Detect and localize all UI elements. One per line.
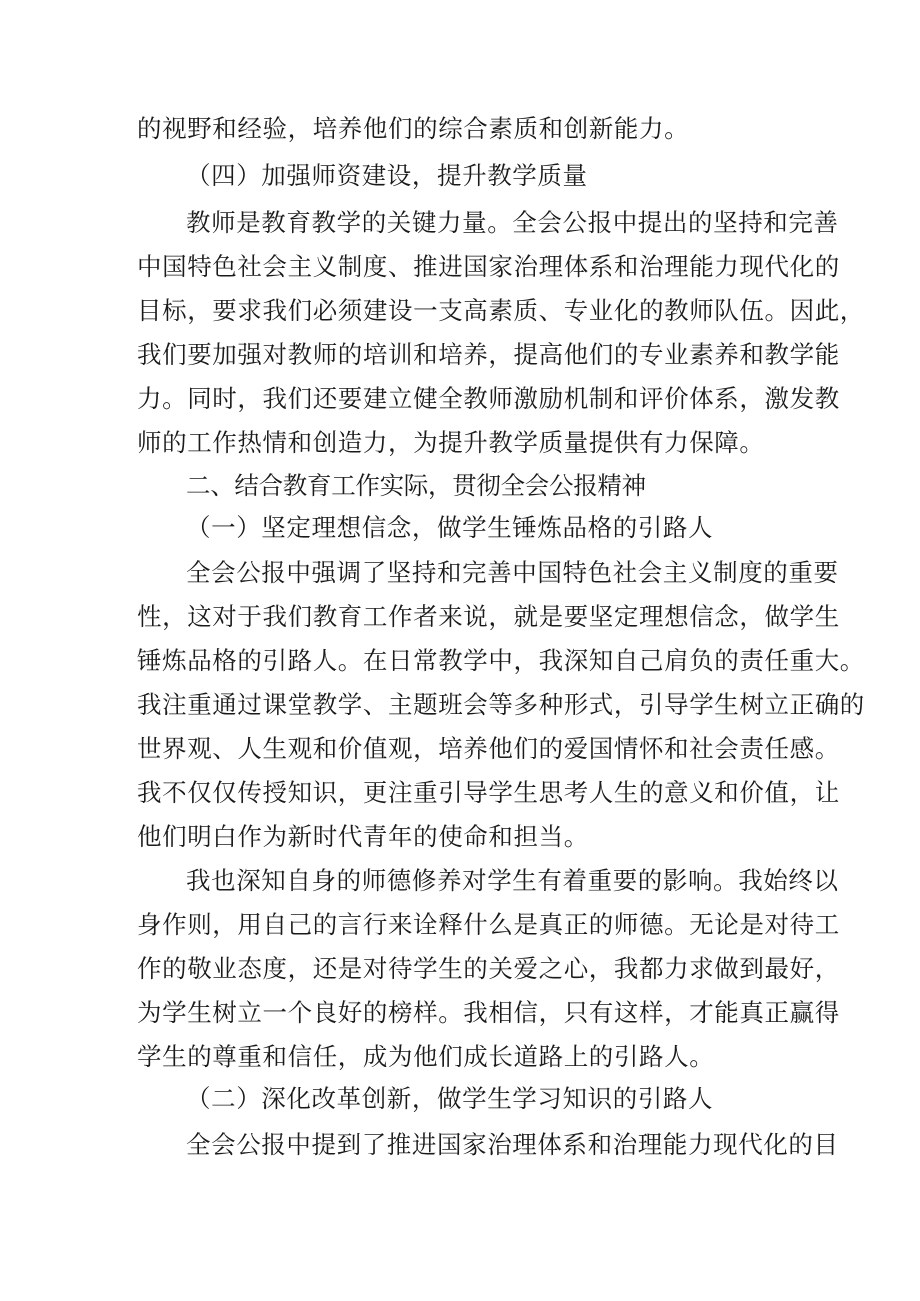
paragraph-line: 我也深知自身的师德修养对学生有着重要的影响。我始终以: [186, 866, 839, 895]
paragraph-line: 学生的尊重和信任，成为他们成长道路上的引路人。: [137, 1042, 715, 1071]
paragraph-line: 的视野和经验，培养他们的综合素质和创新能力。: [137, 114, 690, 143]
paragraph-line: 全会公报中提到了推进国家治理体系和治理能力现代化的目: [186, 1130, 839, 1159]
paragraph-line: 我不仅仅传授知识，更注重引导学生思考人生的意义和价值，让: [137, 778, 840, 807]
paragraph-line: 我们要加强对教师的培训和培养，提高他们的专业素养和教学能: [137, 340, 840, 369]
section-subheading: （四）加强师资建设，提升教学质量: [186, 161, 588, 190]
section-subheading: （一）坚定理想信念，做学生锤炼品格的引路人: [186, 513, 714, 542]
paragraph-line: 中国特色社会主义制度、推进国家治理体系和治理能力现代化的: [137, 252, 840, 281]
section-subheading: （二）深化改革创新，做学生学习知识的引路人: [186, 1084, 714, 1113]
paragraph-line: 力。同时，我们还要建立健全教师激励机制和评价体系，激发教: [137, 384, 840, 413]
paragraph-line: 我注重通过课堂教学、主题班会等多种形式，引导学生树立正确的: [137, 690, 865, 719]
paragraph-line: 他们明白作为新时代青年的使命和担当。: [137, 822, 589, 851]
paragraph-line: 锤炼品格的引路人。在日常教学中，我深知自己肩负的责任重大。: [137, 646, 865, 675]
paragraph-line: 全会公报中强调了坚持和完善中国特色社会主义制度的重要: [186, 558, 839, 587]
paragraph-line: 目标，要求我们必须建设一支高素质、专业化的教师队伍。因此，: [137, 296, 865, 325]
paragraph-line: 作的敬业态度，还是对待学生的关爱之心，我都力求做到最好，: [137, 954, 840, 983]
paragraph-line: 身作则，用自己的言行来诠释什么是真正的师德。无论是对待工: [137, 910, 840, 939]
paragraph-line: 世界观、人生观和价值观，培养他们的爱国情怀和社会责任感。: [137, 734, 840, 763]
paragraph-line: 性，这对于我们教育工作者来说，就是要坚定理想信念，做学生: [137, 602, 840, 631]
section-heading: 二、结合教育工作实际，贯彻全会公报精神: [186, 471, 646, 500]
paragraph-line: 教师是教育教学的关键力量。全会公报中提出的坚持和完善: [186, 208, 839, 237]
paragraph-line: 师的工作热情和创造力，为提升教学质量提供有力保障。: [137, 428, 765, 457]
paragraph-line: 为学生树立一个良好的榜样。我相信，只有这样，才能真正赢得: [137, 998, 840, 1027]
